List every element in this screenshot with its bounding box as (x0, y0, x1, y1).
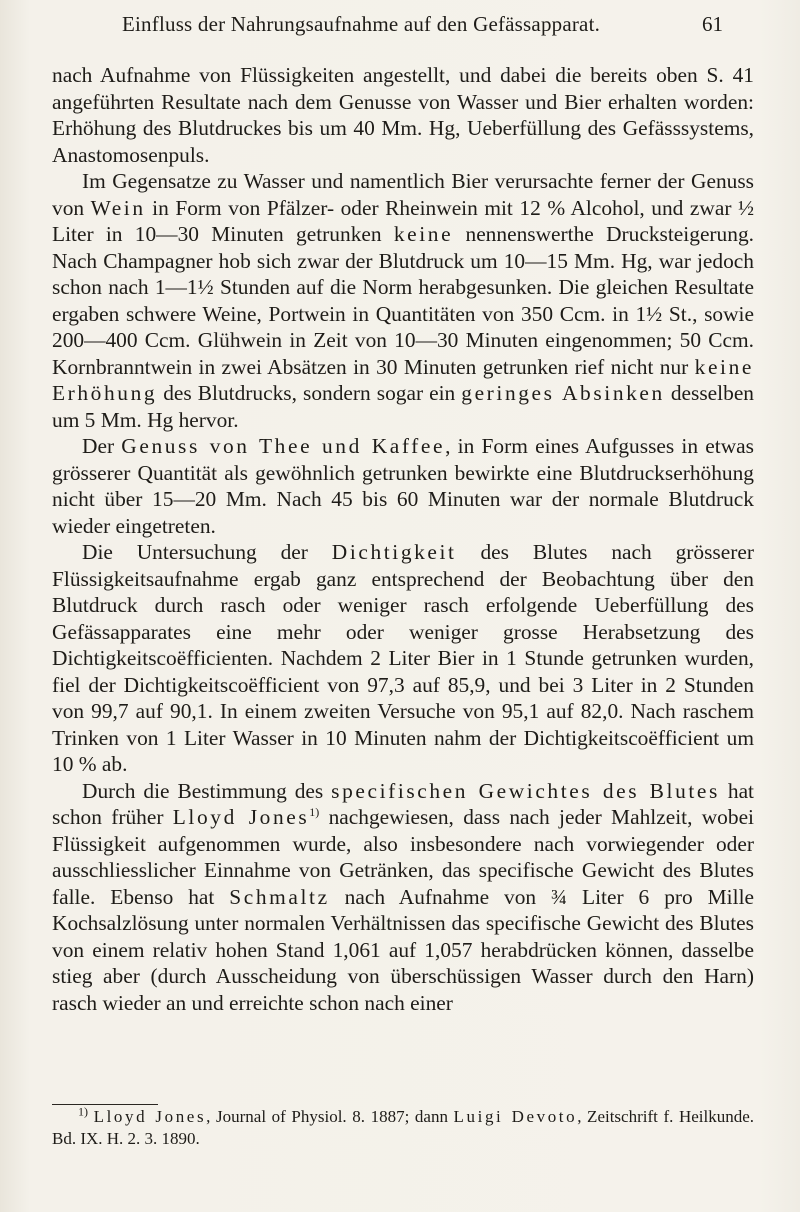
paragraph-1: nach Aufnahme von Flüssigkeiten angestellt, und dabei die bereits oben S. 41 angeführten Resultate nach dem Genusse von Wasser und Bier erhalten worden: Erhöhung des Blutdruckes bis um 40 Mm. Hg, Ueberfüllung des Gefässsystems, Anastomosenpuls. (52, 63, 754, 167)
text-run: Der (82, 434, 122, 458)
footnote (52, 1106, 754, 1150)
text-run: in Form von Pfälzer- oder Rheinwein mit 12 % Alcohol, und zwar ½ Liter in 10—30 Minuten getrunken (52, 195, 755, 246)
spaced-emphasis: Wein (90, 195, 146, 220)
spaced-emphasis: keine Erhöhung (52, 354, 754, 405)
spaced-emphasis: specifischen Gewichtes des Blutes (331, 778, 720, 803)
text-run: hat schon früher (52, 778, 754, 829)
text-run: , in Form eines Aufgusses in etwas grösserer Quantität als gewöhnlich getrunken bewirkte eine Blutdruckserhöhung nicht über 15—20 Mm. Nach 45 bis 60 Minuten war der normale Blutdruck wieder eingetreten. (52, 434, 754, 538)
page-number: 61 (702, 12, 723, 36)
footnote-divider (52, 1104, 158, 1105)
text-run: des Blutes nach grösserer Flüssigkeitsaufnahme ergab ganz entsprechend der Beobachtung über den Blutdruck durch rasch oder weniger rasch erfolgende Ueberfüllung des Gefässapparates eine mehr oder weniger grosse Herabsetzung des Dichtigkeitscoëfficienten. Nachdem 2 Liter Bier in 1 Stunde getrunken wurden, fiel der Dichtigkeitscoëfficient von 97,3 auf 85,9, und bei 3 Liter in 2 Stunden von 99,7 auf 90,1. In einem zweiten Versuche von 95,1 auf 82,0. Nach raschem Trinken von 1 Liter Wasser in 10 Minuten nahm der Dichtigkeitscoëfficient um 10 % ab. (52, 540, 754, 776)
spaced-emphasis: Lloyd Jones (93, 1107, 207, 1126)
text-run: Die Untersuchung der (82, 540, 332, 564)
text-run: nachgewiesen, dass nach jeder Mahlzeit, wobei Flüssigkeit aufgenommen wurde, also insbesondere nach vorwiegender oder ausschliesslicher Einnahme von Getränken, das specifische Gewicht des Blutes falle. Ebenso hat (52, 805, 755, 909)
text-run: Im Gegensatze zu Wasser und namentlich Bier verursachte ferner der Genuss von (52, 169, 754, 220)
paragraph-specific-gravity (52, 778, 754, 1017)
spaced-emphasis: keine (393, 222, 454, 246)
text-run: des Blutdrucks, sondern sogar ein (157, 381, 462, 405)
footnote-reference: 1) (309, 804, 320, 819)
spaced-emphasis: Schmaltz (229, 884, 330, 909)
spaced-emphasis: Genuss von Thee und Kaffee (121, 434, 446, 458)
running-title: Einfluss der Nahrungsaufnahme auf den Gefässapparat. (122, 12, 601, 36)
text-run: , Journal of Physiol. 8. 1887; dann (206, 1107, 454, 1126)
page-header (0, 12, 800, 46)
spaced-emphasis: Lloyd Jones (172, 805, 310, 829)
footnote-line (52, 1106, 754, 1150)
text-run: desselben um 5 Mm. Hg hervor. (52, 381, 755, 432)
text-run: nach Aufnahme von ¾ Liter 6 pro Mille Kochsalzlösung unter normalen Verhältnissen das specifische Gewicht des Blutes von einem relativ hohen Stand 1,061 auf 1,057 herabdrücken können, dasselbe stieg aber (durch Ausscheidung von überschüssigen Wasser durch den Harn) rasch wieder an und erreichte schon nach einer (52, 884, 755, 1015)
footnote-marker: 1) (78, 1104, 88, 1119)
spaced-emphasis: geringes Absinken (461, 381, 665, 405)
main-text (52, 62, 754, 1016)
paragraph-wine (52, 168, 754, 433)
spaced-emphasis: Luigi Devoto (453, 1107, 578, 1126)
text-run: Durch die Bestimmung des (82, 778, 332, 803)
paragraph-tea-coffee (52, 433, 754, 539)
spaced-emphasis: Dichtigkeit (331, 540, 457, 564)
paragraph-density (52, 539, 754, 778)
text-run: , Zeitschrift f. Heilkunde. Bd. IX. H. 2. 3. 1890. (52, 1107, 755, 1148)
text-run: nennenswerthe Drucksteigerung. Nach Champagner hob sich zwar der Blutdruck um 10—15 Mm. Hg, war jedoch schon nach 1—1½ Stunden auf die Norm herabgesunken. Die gleichen Resultate ergaben schwere Weine, Portwein in Quantitäten von 350 Ccm. in 1½ St., sowie 200—400 Ccm. Glühwein in Zeit von 10—30 Minuten eingenommen; 50 Ccm. Kornbranntwein in zwei Absätzen in 30 Minuten getrunken rief nicht nur (52, 222, 754, 379)
